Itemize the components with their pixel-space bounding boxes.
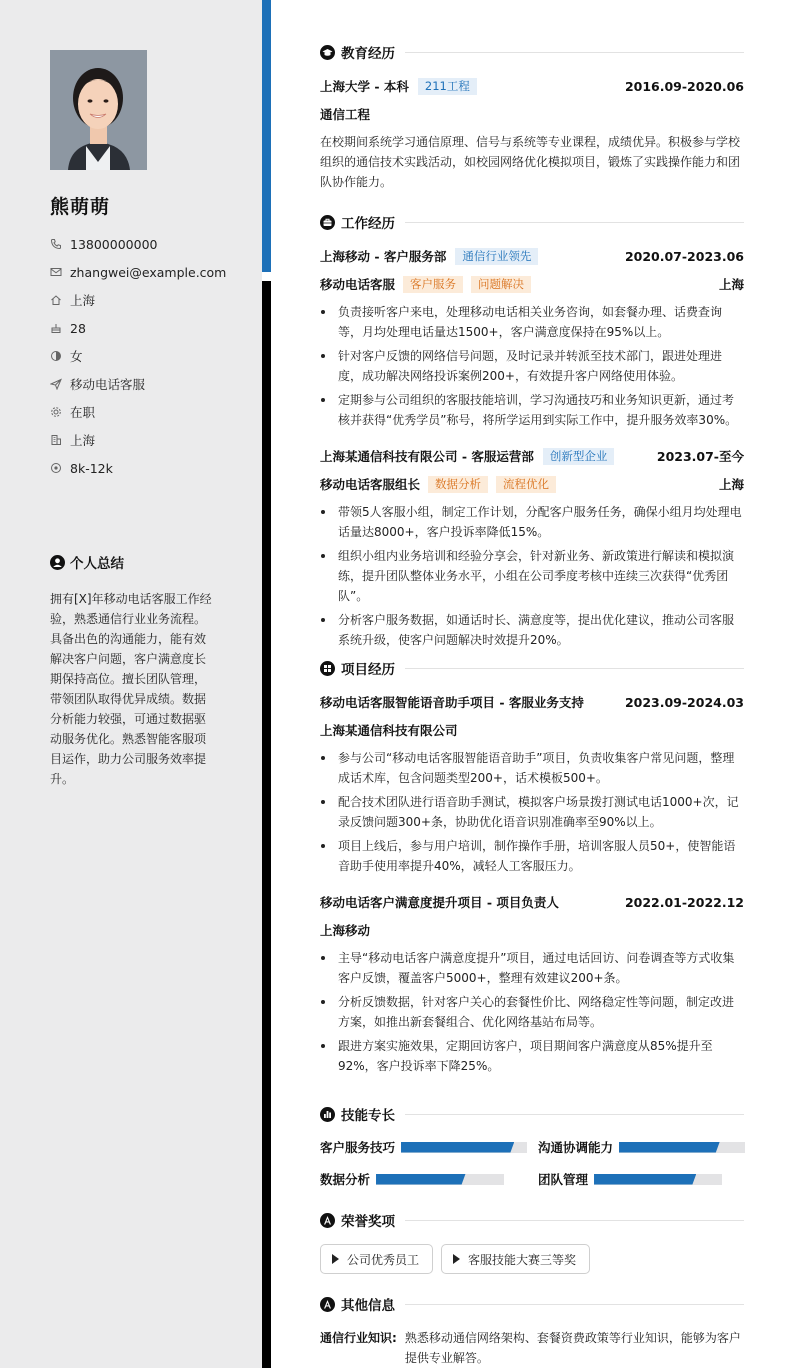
- skill-bar: [594, 1174, 722, 1185]
- skill-bar-fill: [594, 1174, 696, 1185]
- contact-item: [50, 230, 250, 258]
- section-skills: [320, 1104, 744, 1124]
- contact-city: 上海: [70, 293, 96, 308]
- list-item: 组织小组内业务培训和经验分享会，针对新业务、新政策进行解读和模拟演练，提升团队整体业务水平，小组在公司季度考核中连续三次获得“优秀团队”。: [320, 546, 744, 606]
- contact-item: [50, 286, 250, 314]
- project-org: 上海某通信科技有限公司: [320, 723, 458, 738]
- list-item: 带领5人客服小组，制定工作计划，分配客户服务任务，确保小组月均处理电话量达8000+，客户投诉率降低15%。: [320, 502, 744, 542]
- skill-bar: [401, 1142, 527, 1153]
- skill-item: [538, 1169, 722, 1189]
- contact-item: [50, 398, 250, 426]
- skill-tag: 流程优化: [496, 476, 556, 493]
- major-name: 通信工程: [320, 107, 371, 122]
- money-icon: [50, 462, 62, 474]
- major-row: [320, 104, 744, 124]
- contact-item: [50, 426, 250, 454]
- skill-bar-fill: [619, 1142, 720, 1153]
- school-name: 上海大学 - 本科: [320, 79, 409, 94]
- job-role: 移动电话客服组长: [320, 477, 421, 492]
- grid-icon: [320, 661, 335, 676]
- skill-bar-fill: [376, 1174, 466, 1185]
- project-org-row: [320, 720, 744, 740]
- education-header: [320, 76, 744, 96]
- job-bullets: [320, 302, 744, 434]
- section-divider: [405, 222, 744, 223]
- job-date: 2023.07-至今: [656, 449, 744, 464]
- job-header: [320, 446, 744, 466]
- send-icon: [50, 378, 62, 390]
- candidate-name: 熊萌萌: [50, 196, 111, 218]
- skill-bar-fill: [401, 1142, 514, 1153]
- job-bullets: [320, 502, 744, 654]
- skill-tag: 客户服务: [403, 276, 463, 293]
- contact-position: 移动电话客服: [70, 377, 146, 392]
- skill-bar: [376, 1174, 504, 1185]
- info-icon: [320, 1297, 335, 1312]
- contact-phone: 13800000000: [70, 236, 158, 252]
- contact-item: [50, 370, 250, 398]
- list-item: 负责接听客户来电，处理移动电话相关业务咨询，如套餐办理、话费查询等，月均处理电话量达1500+，客户满意度保持在95%以上。: [320, 302, 744, 342]
- skill-item: [320, 1169, 504, 1189]
- home-icon: [50, 294, 62, 306]
- job-role-row: [320, 474, 744, 494]
- company-tag: 创新型企业: [543, 448, 615, 465]
- award-label: 公司优秀员工: [347, 1252, 420, 1267]
- summary-title: 个人总结: [70, 556, 124, 572]
- list-item: 定期参与公司组织的客服技能培训，学习沟通技巧和业务知识更新，通过考核并获得“优秀学员”称号，将所学运用到实际工作中，提升服务效率30%。: [320, 390, 744, 430]
- project-bullets: [320, 948, 744, 1080]
- list-item: 参与公司“移动电话客服智能语音助手”项目，负责收集客户常见问题，整理成话术库，包含问题类型200+，话术模板500+。: [320, 748, 744, 788]
- section-title: 技能专长: [341, 1108, 395, 1124]
- contact-item: [50, 342, 250, 370]
- other-info-row: [320, 1328, 744, 1368]
- skill-name: 沟通协调能力: [538, 1140, 614, 1155]
- job-location: 上海: [718, 277, 744, 292]
- list-item: 跟进方案实施效果，定期回访客户，项目期间客户满意度从85%提升至92%，客户投诉率下降25%。: [320, 1036, 744, 1076]
- section-divider: [405, 1114, 744, 1115]
- contact-email: zhangwei@example.com: [70, 264, 227, 280]
- skill-name: 团队管理: [538, 1172, 589, 1187]
- section-divider: [405, 1220, 744, 1221]
- list-item: 分析客户服务数据，如通话时长、满意度等，提出优化建议，推动公司客服系统升级，使客户问题解决时效提升20%。: [320, 610, 744, 650]
- section-title: 工作经历: [341, 216, 395, 232]
- gear-icon: [50, 406, 62, 418]
- section-projects: [320, 658, 744, 678]
- other-value: 熟悉移动通信网络架构、套餐资费政策等行业知识，能够为客户提供专业解答。: [404, 1331, 741, 1365]
- project-org: 上海移动: [320, 923, 371, 938]
- job-date: 2020.07-2023.06: [624, 248, 744, 264]
- project-header: [320, 692, 744, 712]
- accent-stripe-blue: [262, 0, 271, 272]
- project-name: 移动电话客户满意度提升项目 - 项目负责人: [320, 895, 559, 910]
- briefcase-icon: [320, 215, 335, 230]
- section-divider: [405, 668, 744, 669]
- user-icon: [50, 555, 65, 570]
- company-name: 上海移动 - 客户服务部: [320, 249, 447, 264]
- section-title: 项目经历: [341, 662, 395, 678]
- education-description: 在校期间系统学习通信原理、信号与系统等专业课程，成绩优异。积极参与学校组织的通信技术实践活动，如校园网络优化模拟项目，锻炼了实践操作能力和团队协作能力。: [320, 135, 741, 189]
- list-item: 针对客户反馈的网络信号问题，及时记录并转派至技术部门，跟进处理进度，成功解决网络投诉案例200+，有效提升客户网络使用体验。: [320, 346, 744, 386]
- avatar: [50, 50, 147, 170]
- list-item: 主导“移动电话客户满意度提升”项目，通过电话回访、问卷调查等方式收集客户反馈，覆盖客户5000+，整理有效建议200+条。: [320, 948, 744, 988]
- list-item: 分析反馈数据，针对客户关心的套餐性价比、网络稳定性等问题，制定改进方案，如推出新套餐组合、优化网络基站布局等。: [320, 992, 744, 1032]
- contact-item: [50, 258, 250, 286]
- job-location: 上海: [718, 477, 744, 492]
- cake-icon: [50, 322, 62, 334]
- contact-list: [50, 230, 250, 482]
- skill-name: 客户服务技巧: [320, 1140, 396, 1155]
- project-date: 2022.01-2022.12: [624, 894, 744, 910]
- awards-list: [320, 1244, 590, 1274]
- contact-item: [50, 314, 250, 342]
- skill-tag: 问题解决: [471, 276, 531, 293]
- company-name: 上海某通信科技有限公司 - 客服运营部: [320, 449, 534, 464]
- contact-salary: 8k-12k: [70, 460, 113, 476]
- accent-stripe-black: [262, 281, 271, 1368]
- company-tag: 通信行业领先: [455, 248, 538, 265]
- project-bullets: [320, 748, 744, 880]
- graduation-cap-icon: [320, 45, 335, 60]
- section-other: [320, 1294, 744, 1314]
- award-icon: [320, 1213, 335, 1228]
- contact-age: 28: [70, 320, 86, 336]
- contact-work-city: 上海: [70, 433, 96, 448]
- project-org-row: [320, 920, 744, 940]
- play-icon: [332, 1254, 339, 1264]
- bar-chart-icon: [320, 1107, 335, 1122]
- award-label: 客服技能大赛三等奖: [468, 1252, 577, 1267]
- section-education: [320, 42, 744, 62]
- list-item: 配合技术团队进行语音助手测试，模拟客户场景拨打测试电话1000+次，记录反馈问题300+条，协助优化语音识别准确率至90%以上。: [320, 792, 744, 832]
- play-icon: [453, 1254, 460, 1264]
- project-name: 移动电话客服智能语音助手项目 - 客服业务支持: [320, 695, 584, 710]
- list-item: 项目上线后，参与用户培训，制作操作手册，培训客服人员50+，使智能语音助手使用率提升40%，减轻人工客服压力。: [320, 836, 744, 876]
- section-title: 荣誉奖项: [341, 1214, 395, 1230]
- gender-icon: [50, 350, 62, 362]
- summary-heading: [50, 552, 124, 572]
- skill-item: [538, 1137, 745, 1157]
- section-work: [320, 212, 744, 232]
- skill-bar: [619, 1142, 745, 1153]
- phone-icon: [50, 238, 62, 250]
- skill-tag: 数据分析: [428, 476, 488, 493]
- other-label: 通信行业知识:: [320, 1331, 397, 1345]
- job-role-row: [320, 274, 744, 294]
- skill-name: 数据分析: [320, 1172, 371, 1187]
- mail-icon: [50, 266, 62, 278]
- job-role: 移动电话客服: [320, 277, 396, 292]
- building-icon: [50, 434, 62, 446]
- job-header: [320, 246, 744, 266]
- contact-status: 在职: [70, 405, 96, 420]
- summary-text: 拥有[X]年移动电话客服工作经验，熟悉通信行业业务流程。具备出色的沟通能力，能有效解决客户问题，客户满意度长期保持高位。擅长团队管理，带领团队取得优异成绩。数据分析能力较强，可通过数据驱动服务优化。熟悉智能客服项目运作，助力公司服务效率提升。: [50, 592, 212, 786]
- section-divider: [405, 52, 744, 53]
- contact-gender: 女: [70, 349, 83, 364]
- education-date: 2016.09-2020.06: [624, 78, 744, 94]
- project-date: 2023.09-2024.03: [624, 694, 744, 710]
- award-chip: [441, 1244, 590, 1274]
- project-header: [320, 892, 744, 912]
- section-title: 其他信息: [341, 1298, 395, 1314]
- school-tag: 211工程: [418, 78, 477, 95]
- skill-item: [320, 1137, 527, 1157]
- award-chip: [320, 1244, 433, 1274]
- section-title: 教育经历: [341, 46, 395, 62]
- section-awards: [320, 1210, 744, 1230]
- section-divider: [405, 1304, 744, 1305]
- contact-item: [50, 454, 250, 482]
